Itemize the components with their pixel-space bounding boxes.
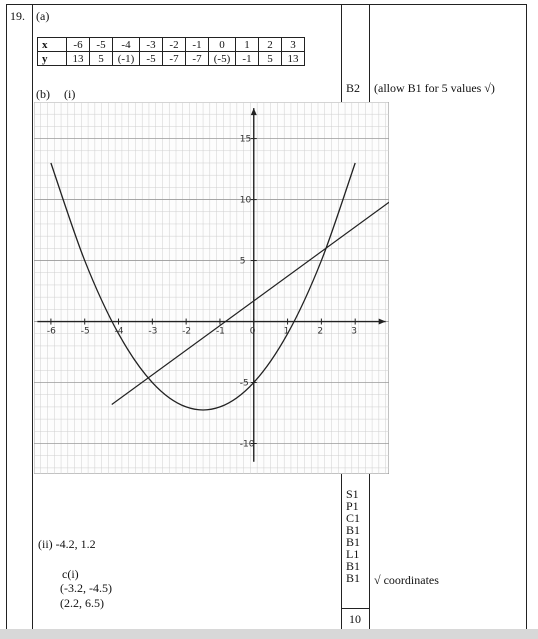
part-b-label: (b)	[36, 87, 50, 101]
table-cell: (-1)	[113, 52, 140, 66]
graph-paper-chart	[34, 102, 389, 474]
coordinates-note: √ coordinates	[374, 573, 439, 587]
frame-left	[6, 4, 7, 632]
x-tick-label: -4	[114, 326, 124, 337]
graph-paper	[34, 102, 389, 474]
answer-c-label: c(i)	[62, 567, 79, 581]
table-cell: -6	[67, 38, 90, 52]
answer-point-1: (-3.2, -4.5)	[60, 581, 112, 595]
table-cell: 13	[282, 52, 305, 66]
frame-right	[526, 4, 527, 632]
table-cell: 5	[90, 52, 113, 66]
answer-point-2: (2.2, 6.5)	[60, 596, 104, 610]
mark-item: B1	[346, 523, 361, 537]
y-tick-label: 15	[239, 134, 252, 145]
x-tick-label: 3	[351, 326, 357, 337]
y-tick-label: 5	[239, 256, 246, 267]
x-row	[38, 38, 305, 52]
table-cell: -4	[113, 38, 140, 52]
answer-ii: (ii) -4.2, 1.2	[38, 537, 96, 551]
table-cell: -5	[140, 52, 163, 66]
table-cell: 0	[209, 38, 236, 52]
table-cell: -3	[140, 38, 163, 52]
y-header: y	[38, 52, 67, 66]
x-tick-label: 2	[317, 326, 324, 337]
page-bottom-bar	[0, 629, 538, 639]
x-tick-label: -3	[148, 326, 158, 337]
mark-item: B1	[346, 571, 361, 585]
mark-item: C1	[346, 511, 361, 525]
marks-list	[346, 488, 360, 584]
total-divider	[341, 608, 369, 609]
table-cell: 1	[236, 38, 259, 52]
mark-item: L1	[346, 547, 360, 561]
question-number: 19.	[10, 9, 25, 23]
mark-item: B1	[346, 535, 361, 549]
x-tick-label: 1	[283, 326, 290, 337]
y-tick-label: -5	[239, 378, 249, 389]
table-cell: 5	[259, 52, 282, 66]
y-tick-label: -10	[239, 439, 255, 450]
mark-item: B1	[346, 559, 361, 573]
x-tick-label: -1	[215, 326, 225, 337]
question-number-divider	[32, 4, 33, 632]
frame-top	[6, 4, 526, 5]
table-cell: -7	[163, 52, 186, 66]
table-cell: -2	[163, 38, 186, 52]
table-cell: -5	[90, 38, 113, 52]
x-header: x	[38, 38, 67, 52]
table-cell: 3	[282, 38, 305, 52]
mark-item: P1	[346, 499, 359, 513]
x-tick-label: -2	[182, 326, 192, 337]
y-row	[38, 52, 305, 66]
x-tick-label: 0	[249, 326, 256, 337]
table-cell: 2	[259, 38, 282, 52]
xy-table	[37, 37, 305, 66]
x-tick-label: -5	[80, 326, 90, 337]
part-a-note: (allow B1 for 5 values √)	[374, 81, 495, 95]
part-b-i-label: (i)	[64, 87, 76, 101]
y-tick-label: 10	[239, 195, 252, 206]
part-a-label: (a)	[36, 9, 50, 23]
mark-item: S1	[346, 487, 359, 501]
marks-total: 10	[349, 612, 361, 626]
x-tick-label: -6	[46, 326, 56, 337]
table-cell: -1	[186, 38, 209, 52]
table-cell: 13	[67, 52, 90, 66]
table-cell: -7	[186, 52, 209, 66]
table-cell: (-5)	[209, 52, 236, 66]
part-a-mark: B2	[346, 81, 361, 95]
table-cell: -1	[236, 52, 259, 66]
grid	[34, 102, 389, 474]
